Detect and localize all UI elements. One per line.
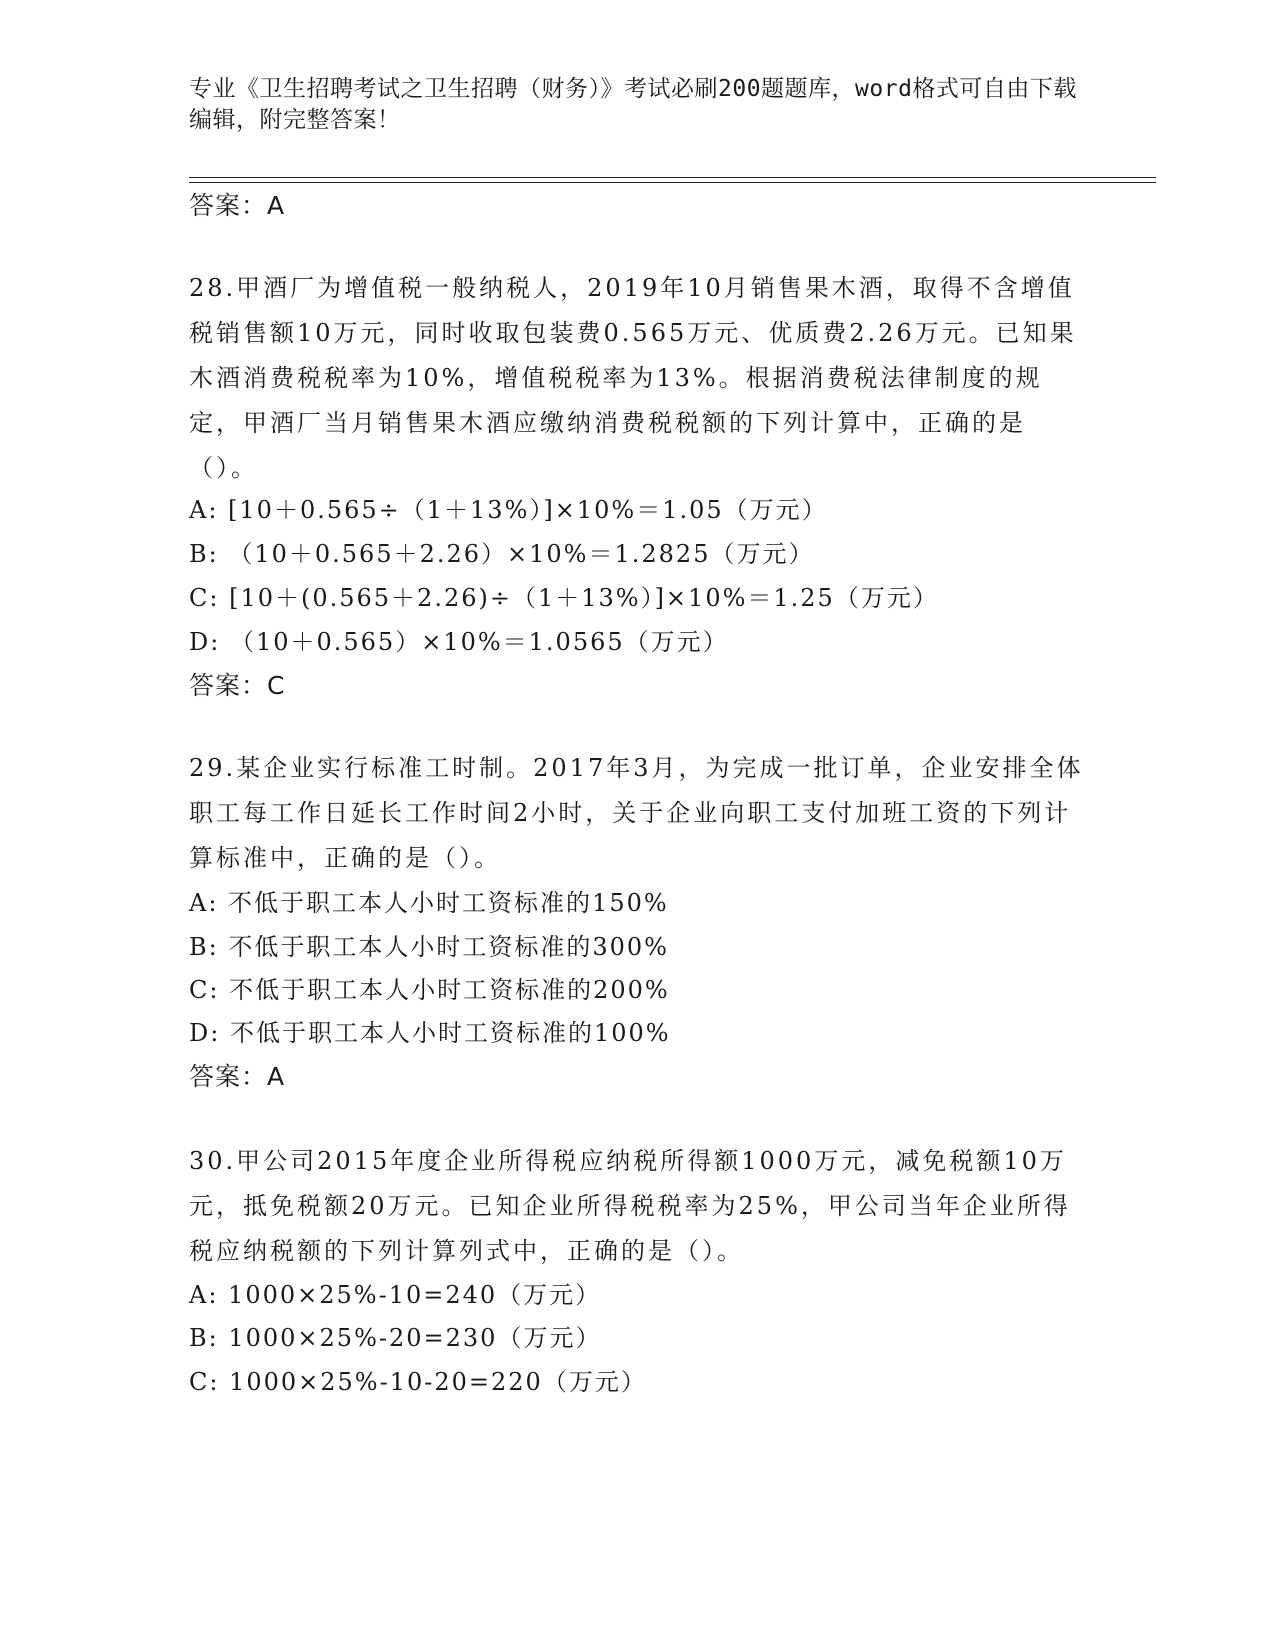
question-29-option-b: B: 不低于职工本人小时工资标准的300% [189, 933, 669, 961]
question-28-text: 28.甲酒厂为增值税一般纳税人，2019年10月销售果木酒，取得不含增值税销售额10万元，同时收取包装费0.565万元、优质费2.26万元。已知果木酒消费税税率为10%，增值税税率为13%。根据消费税法律制度的规定，甲酒厂当月销售果木酒应缴纳消费税税额的下列计算中，正确的是（）。 [189, 274, 1077, 482]
question-30-text: 30.甲公司2015年度企业所得税应纳税所得额1000万元，减免税额10万元，抵免税额20万元。已知企业所得税税率为25%，甲公司当年企业所得税应纳税额的下列计算列式中，正确的是（）。 [189, 1147, 1071, 1265]
answer-28: 答案：C [189, 671, 286, 700]
header-divider-bottom [189, 182, 1156, 183]
question-29-option-a: A: 不低于职工本人小时工资标准的150% [189, 889, 669, 917]
question-28-option-c: C: [10＋(0.565＋2.26)÷（1＋13%）]×10%＝1.25（万元） [189, 584, 939, 612]
question-30-option-b: B: 1000×25%-20=230（万元） [189, 1324, 602, 1352]
answer-27: 答案：A [189, 191, 286, 220]
question-29-text: 29.某企业实行标准工时制。2017年3月，为完成一批订单，企业安排全体职工每工作日延长工作时间2小时，关于企业向职工支付加班工资的下列计算标准中，正确的是（）。 [189, 754, 1084, 872]
question-29-option-c: C: 不低于职工本人小时工资标准的200% [189, 976, 670, 1004]
question-28-option-a: A: [10＋0.565÷（1＋13%）]×10%＝1.05（万元） [189, 496, 828, 524]
question-28-option-d: D: （10＋0.565）×10%＝1.0565（万元） [189, 628, 729, 656]
document-header: 专业《卫生招聘考试之卫生招聘（财务）》考试必刷200题题库，word格式可自由下载编辑，附完整答案！ [189, 76, 1077, 133]
question-30-option-c: C: 1000×25%-10-20=220（万元） [189, 1368, 647, 1396]
header-divider-top [189, 177, 1156, 178]
question-29-option-d: D: 不低于职工本人小时工资标准的100% [189, 1019, 671, 1047]
question-30-option-a: A: 1000×25%-10=240（万元） [189, 1281, 602, 1309]
answer-29: 答案：A [189, 1062, 286, 1091]
question-28-option-b: B: （10＋0.565＋2.26）×10%＝1.2825（万元） [189, 540, 815, 568]
